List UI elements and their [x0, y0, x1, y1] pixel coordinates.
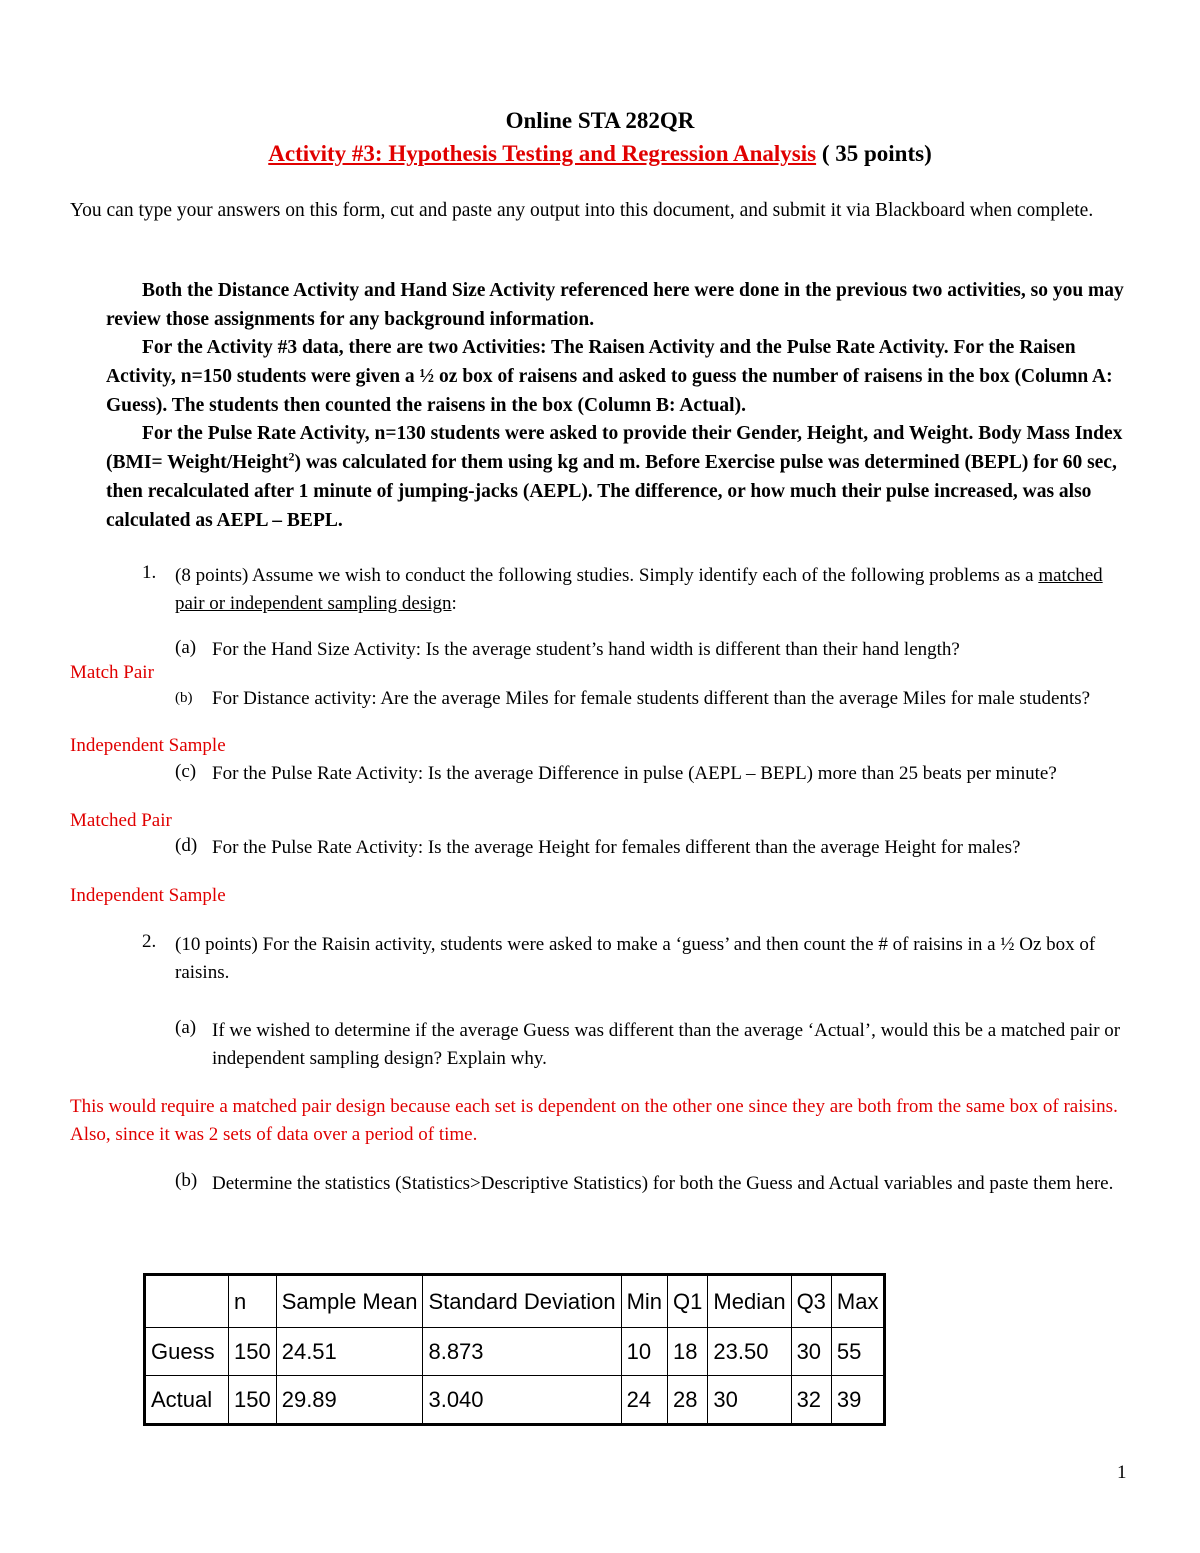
table-header-cell [145, 1275, 229, 1328]
table-header-cell: Standard Deviation [423, 1275, 621, 1328]
q1c-answer: Matched Pair [70, 810, 172, 831]
activity-points: ( 35 points) [821, 141, 932, 166]
q1a-text: For the Hand Size Activity: Is the average student’s hand width is different than their hand length? [212, 639, 960, 660]
q1a-label: (a) [175, 637, 197, 658]
q2a-answer: This would require a matched pair design because each set is dependent on the other one since they are both from the same box of raisins. Also, since it was 2 sets of data over a period of time. [70, 1096, 1118, 1145]
table-cell: 10 [621, 1328, 667, 1376]
intro-paragraph: You can type your answers on this form, cut and paste any output into this document, and submit it via Blackboard when complete. [70, 200, 1094, 221]
q1d-label: (d) [175, 835, 198, 856]
bg3-text-b: ) was calculated for them using kg and m. Before Exercise pulse was determined (BEPL) for 60 sec, then recalculated after 1 minute of jumping-jacks (AEPL). The difference, or how much their pulse increased, was also calculated as AEPL – BEPL. [106, 452, 1117, 531]
table-cell: 150 [229, 1328, 277, 1376]
q2a-text: If we wished to determine if the average Guess was different than the average ‘Actual’, would this be a matched pair or independent sampling design? Explain why. [212, 1020, 1121, 1069]
table-header-cell: Min [621, 1275, 667, 1328]
table-header-cell: Sample Mean [276, 1275, 423, 1328]
q2-number: 2. [142, 931, 157, 952]
table-cell: 3.040 [423, 1376, 621, 1425]
table-row [145, 1376, 885, 1425]
q1d-text: For the Pulse Rate Activity: Is the average Height for females different than the average Height for males? [212, 837, 1021, 858]
q1c-text: For the Pulse Rate Activity: Is the average Difference in pulse (AEPL – BEPL) more than 25 beats per minute? [212, 763, 1057, 784]
background-paragraph-3 [106, 419, 1126, 535]
table-cell: 150 [229, 1376, 277, 1425]
table-cell: 30 [791, 1328, 831, 1376]
table-cell: 28 [668, 1376, 708, 1425]
table-cell: 24 [621, 1376, 667, 1425]
table-cell: Actual [145, 1376, 229, 1425]
table-cell: 8.873 [423, 1328, 621, 1376]
table-cell: 18 [668, 1328, 708, 1376]
descriptive-statistics-table [143, 1273, 886, 1426]
table-header-cell: Max [831, 1275, 885, 1328]
table-cell: 39 [831, 1376, 885, 1425]
background-paragraph-2: For the Activity #3 data, there are two Activities: The Raisen Activity and the Pulse Rate Activity. For the Raisen Activity, n=150 students were given a ½ oz box of raisens and asked to guess the number of raisens in the box (Column A: Guess). The students then counted the raisens in the box (Column B: Actual). [106, 337, 1113, 416]
table-header-cell: n [229, 1275, 277, 1328]
q1-text-underlined: matched pair or independent sampling design [175, 565, 1103, 614]
bg3-text-a: For the Pulse Rate Activity, n=130 students were asked to provide their Gender, Height, and Weight. Body Mass Index (BMI= Weight/Height [106, 423, 1123, 473]
table-cell: 30 [708, 1376, 791, 1425]
table-cell: Guess [145, 1328, 229, 1376]
q1-prompt [175, 562, 1135, 618]
q2b-label: (b) [175, 1170, 198, 1191]
table-cell: 55 [831, 1328, 885, 1376]
table-header-cell: Median [708, 1275, 791, 1328]
table-cell: 29.89 [276, 1376, 423, 1425]
table-cell: 23.50 [708, 1328, 791, 1376]
table-cell: 32 [791, 1376, 831, 1425]
course-title: Online STA 282QR [505, 108, 695, 133]
q1-text-before: (8 points) Assume we wish to conduct the following studies. Simply identify each of the following problems as a [175, 565, 1039, 586]
table-header-row [145, 1275, 885, 1328]
q1a-answer: Match Pair [70, 662, 154, 683]
q1c-label: (c) [175, 761, 197, 782]
bg3-superscript: 2 [288, 449, 295, 464]
activity-title: Activity #3: Hypothesis Testing and Regression Analysis [268, 141, 817, 166]
q1-text-after: : [451, 593, 457, 614]
q1b-text: For Distance activity: Are the average Miles for female students different than the average Miles for male students? [212, 688, 1091, 709]
table-cell: 24.51 [276, 1328, 423, 1376]
background-paragraph-1: Both the Distance Activity and Hand Size Activity referenced here were done in the previous two activities, so you may review those assignments for any background information. [106, 280, 1124, 330]
q1-number: 1. [142, 562, 157, 583]
table-row [145, 1328, 885, 1376]
q1b-answer: Independent Sample [70, 735, 226, 756]
q1b-label: (b) [175, 690, 193, 706]
q2b-text: Determine the statistics (Statistics>Descriptive Statistics) for both the Guess and Actual variables and paste them here. [212, 1173, 1114, 1194]
table-header-cell: Q1 [668, 1275, 708, 1328]
q2-prompt: (10 points) For the Raisin activity, students were asked to make a ‘guess’ and then count the # of raisins in a ½ Oz box of raisins. [175, 934, 1096, 983]
q1d-answer: Independent Sample [70, 885, 226, 906]
page-number: 1 [1117, 1462, 1127, 1483]
q2a-label: (a) [175, 1017, 197, 1038]
table-header-cell: Q3 [791, 1275, 831, 1328]
activity-heading [0, 141, 1200, 167]
